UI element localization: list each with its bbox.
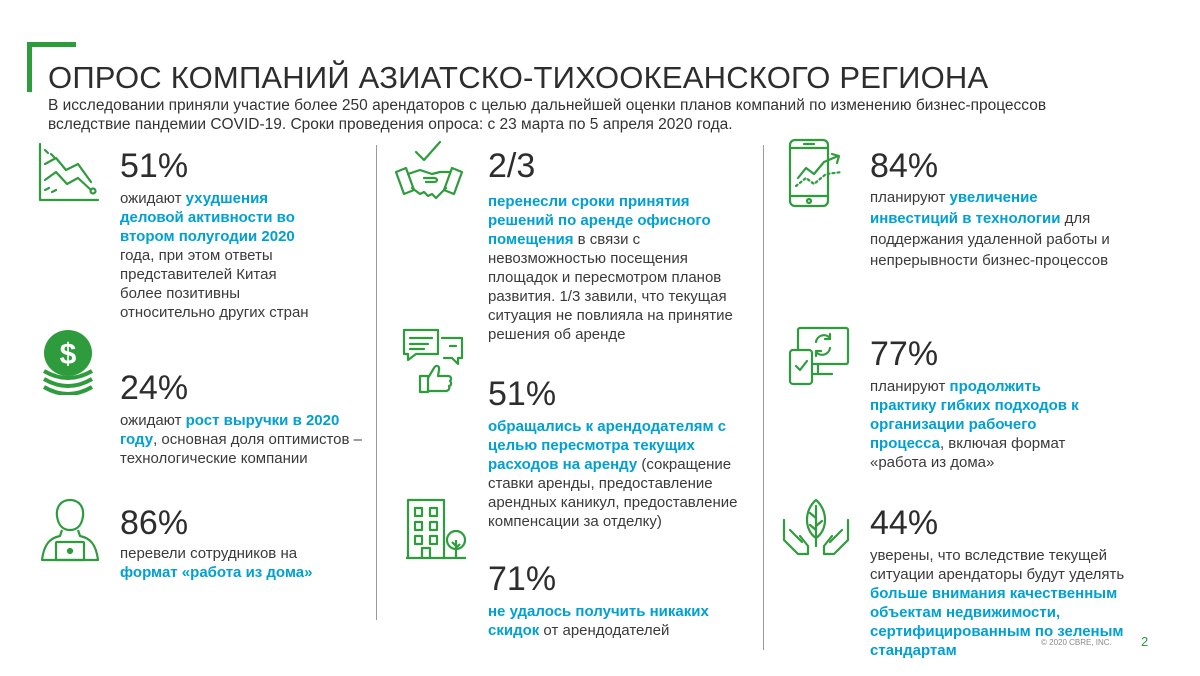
handshake-check-icon bbox=[392, 138, 466, 204]
stat-technology-text bbox=[870, 187, 1110, 271]
stat-flexible-highlight: продолжить практику гибких подходов к организации рабочего процесса bbox=[870, 378, 1079, 452]
corner-accent-vertical bbox=[27, 42, 32, 92]
stat-discounts-percent: 71% bbox=[488, 560, 557, 598]
stat-postponed-text bbox=[488, 192, 753, 344]
stat-business-pre: ожидают bbox=[120, 190, 186, 207]
stat-discounts-highlight: не удалось получить никаких скидок bbox=[488, 603, 709, 639]
stat-remote-pre: перевели сотрудников на bbox=[120, 545, 298, 562]
column-divider-right bbox=[763, 145, 764, 650]
stat-revenue-post: , основная доля оптимистов – технологические компании bbox=[120, 431, 362, 467]
person-laptop-icon bbox=[38, 496, 102, 564]
stat-landlords-text bbox=[488, 417, 758, 531]
stat-business-post: года, при этом ответы представителей Китая более позитивны относительно других стран bbox=[120, 247, 309, 321]
phone-growth-chart-icon bbox=[786, 138, 846, 208]
stat-technology-post: для поддержания удаленной работы и непрерывности бизнес-процессов bbox=[870, 210, 1110, 269]
stat-flexible-percent: 77% bbox=[870, 335, 939, 373]
stat-business-text bbox=[120, 189, 320, 322]
stat-landlords-post: (сокращение ставки аренды, предоставление арендных каникул, предоставление компенсации за отделку) bbox=[488, 456, 738, 530]
stat-discounts-post: от арендодателей bbox=[539, 622, 670, 639]
svg-text:$: $ bbox=[59, 338, 77, 371]
stat-revenue-pre: ожидают bbox=[120, 412, 186, 429]
intro-paragraph: В исследовании приняли участие более 250 арендаторов с целью дальнейшей оценки планов компаний по изменению бизнес-процессов вследствие пандемии COVID-19. Сроки проведения опроса: с 23 марта по 5 апреля 2020 года. bbox=[48, 97, 1047, 133]
stat-technology-percent: 84% bbox=[870, 147, 939, 185]
stat-postponed-highlight: перенесли сроки принятия решений по аренде офисного помещения bbox=[488, 193, 711, 248]
stat-landlords-highlight: обращались к арендодателям с целью пересмотра текущих расходов на аренду bbox=[488, 418, 727, 473]
stat-flexible-text bbox=[870, 377, 1085, 472]
stat-landlords-percent: 51% bbox=[488, 375, 557, 413]
chat-thumbs-up-icon bbox=[398, 326, 466, 394]
dollar-coins-icon bbox=[38, 327, 98, 395]
monitor-phone-sync-icon bbox=[788, 326, 850, 386]
corner-accent-horizontal bbox=[27, 42, 76, 47]
office-building-icon bbox=[404, 496, 470, 560]
stat-technology-pre: планируют bbox=[870, 189, 950, 206]
stat-revenue-highlight: рост выручки в 2020 году bbox=[120, 412, 340, 448]
stat-revenue-text bbox=[120, 411, 365, 468]
page-number: 2 bbox=[1141, 634, 1149, 649]
stat-green-pre: уверены, что вследствие текущей ситуации арендаторы будут уделять bbox=[870, 547, 1125, 583]
stat-remote-text bbox=[120, 544, 320, 582]
stat-flexible-post: , включая формат «работа из дома» bbox=[870, 435, 1066, 471]
stat-green-percent: 44% bbox=[870, 504, 939, 542]
stat-discounts-text bbox=[488, 602, 748, 640]
page-title: ОПРОС КОМПАНИЙ АЗИАТСКО-ТИХООКЕАНСКОГО РЕГИОНА bbox=[48, 60, 989, 95]
stat-flexible-pre: планируют bbox=[870, 378, 950, 395]
stat-business-highlight: ухудшения деловой активности во втором полугодии 2020 bbox=[120, 190, 295, 245]
declining-chart-icon bbox=[36, 142, 100, 204]
stat-postponed-percent: 2/3 bbox=[488, 147, 536, 185]
column-divider-left bbox=[376, 145, 377, 620]
stat-revenue-percent: 24% bbox=[120, 369, 189, 407]
stat-postponed-post: в связи с невозможностью посещения площадок и пересмотром планов развития. 1/3 завили, что текущая ситуация не повлияла на принятие решения об аренде bbox=[488, 231, 733, 343]
stat-business-percent: 51% bbox=[120, 147, 189, 185]
stat-remote-percent: 86% bbox=[120, 504, 189, 542]
stat-remote-highlight: формат «работа из дома» bbox=[120, 564, 313, 581]
copyright-footer: © 2020 CBRE, INC. bbox=[1041, 638, 1112, 647]
stat-technology-highlight: увеличение инвестиций в технологии bbox=[870, 189, 1061, 227]
hands-leaf-icon bbox=[780, 496, 852, 560]
stat-green-highlight: больше внимания качественным объектам недвижимости, сертифицированным по зеленым стандартам bbox=[870, 585, 1124, 659]
